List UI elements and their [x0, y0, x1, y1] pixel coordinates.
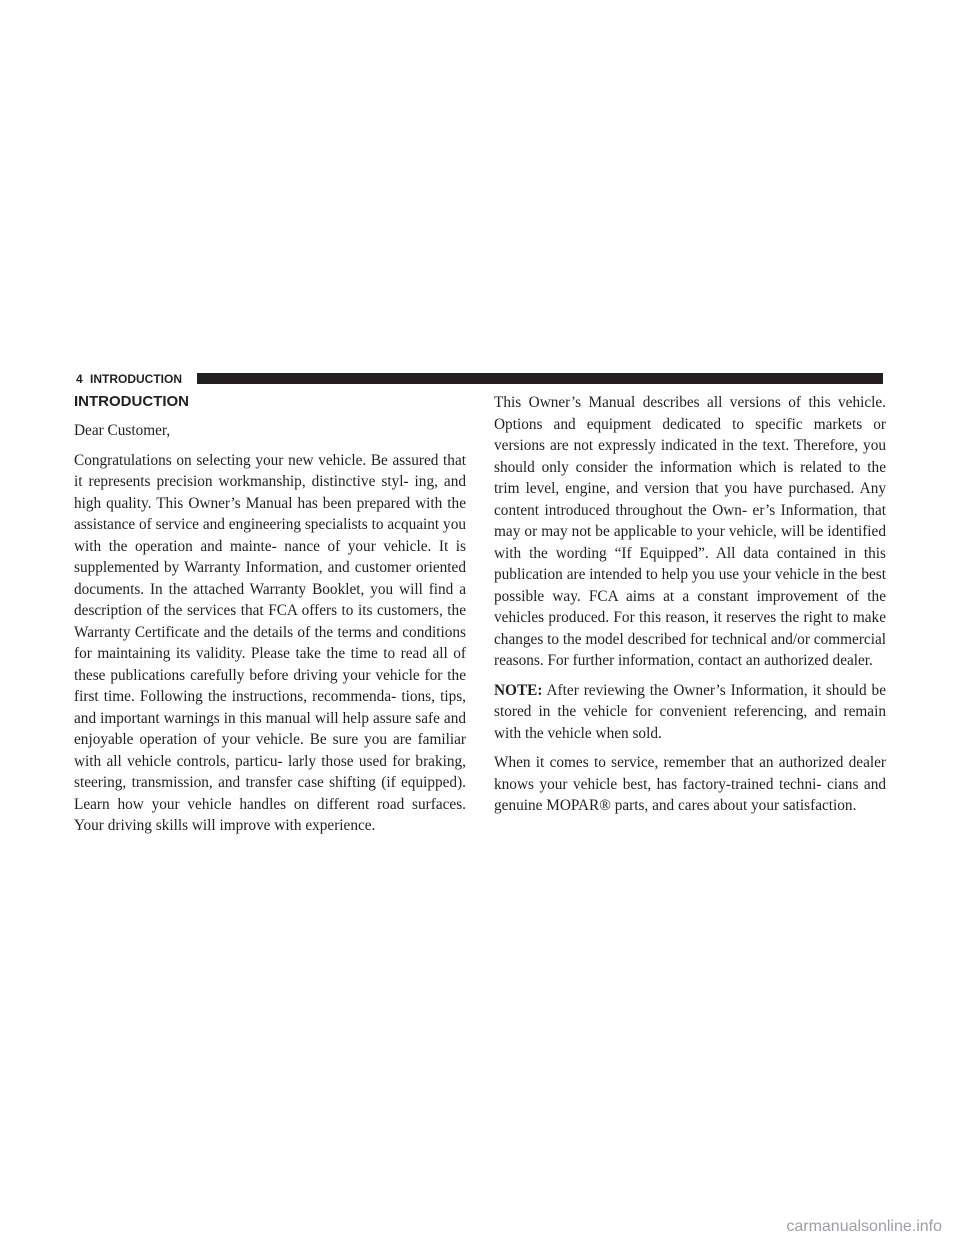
header-section-title: INTRODUCTION	[90, 372, 182, 386]
watermark: carmanualsonline.info	[786, 1218, 942, 1235]
section-heading: INTRODUCTION	[74, 393, 189, 410]
salutation: Dear Customer,	[74, 422, 171, 439]
note-label: NOTE:	[494, 681, 543, 699]
manual-scope-paragraph: This Owner’s Manual describes all versions of this vehicle. Options and equipment dedicated to specific markets or versions are not expressly indicated in the text. Therefore, you should only consider the information which is related to the trim level, engine, and version that you have purchased. Any content introduced throughout the Own- er’s Information, that may or may not be applicable to your vehicle, will be identified with the wording “If Equipped”. All data contained in this publication are intended to help you use your vehicle in the best possible way. FCA aims at a constant improvement of the vehicles produced. For this reason, it reserves the right to make changes to the model described for technical and/or commercial reasons. For further information, contact an authorized dealer.	[494, 394, 886, 669]
note-text: After reviewing the Owner’s Information, it should be stored in the vehicle for convenient referencing, and remain with the vehicle when sold.	[494, 681, 886, 742]
intro-paragraph: Congratulations on selecting your new vehicle. Be assured that it represents precision workmanship, distinctive styl- ing, and high quality. This Owner’s Manual has been prepared with the assistance of service and engineering specialists to acquaint you with the operation and mainte- nance of your vehicle. It is supplemented by Warranty Information, and customer oriented documents. In the attached Warranty Booklet, you will find a description of the services that FCA offers to its customers, the Warranty Certificate and the details of the terms and conditions for maintaining its validity. Please take the time to read all of these publications carefully before driving your vehicle for the first time. Following the instructions, recommenda- tions, tips, and important warnings in this manual will help assure safe and enjoyable operation of your vehicle. Be sure you are familiar with all vehicle controls, particu- larly those used for braking, steering, transmission, and transfer case shifting (if equipped). Learn how your vehicle handles on different road surfaces. Your driving skills will improve with experience.	[74, 451, 466, 834]
note-paragraph	[494, 680, 886, 745]
page-number: 4	[76, 372, 83, 386]
left-column	[74, 392, 466, 845]
header-rule	[197, 373, 883, 384]
right-column	[494, 392, 886, 825]
service-paragraph: When it comes to service, remember that an authorized dealer knows your vehicle best, has factory-trained techni- cians and genuine MOPAR® parts, and cares about your satisfaction.	[494, 754, 886, 814]
